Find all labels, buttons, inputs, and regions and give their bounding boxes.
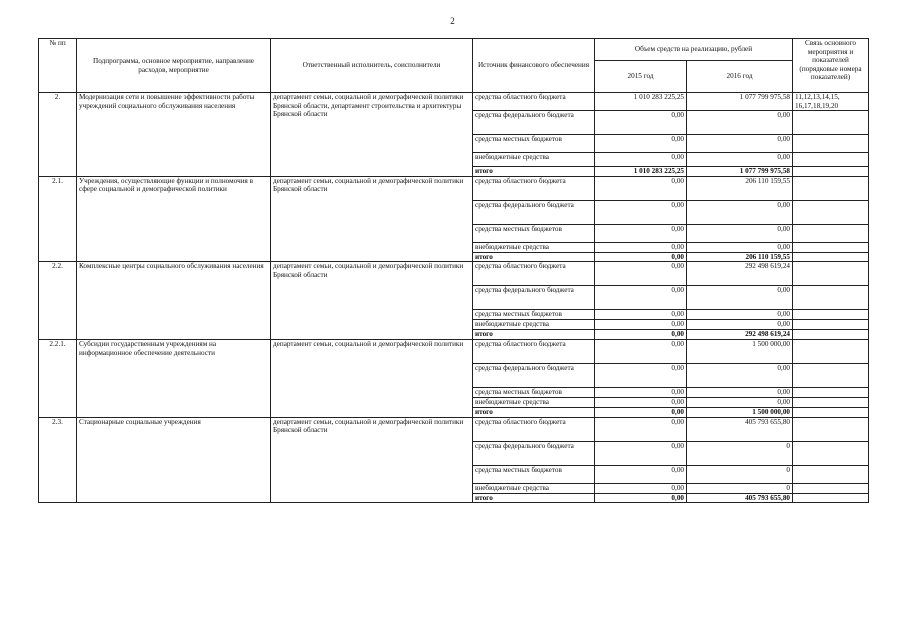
amount-2015: 0,00 <box>595 242 687 252</box>
amount-2015: 0,00 <box>595 330 687 340</box>
indicator-link <box>793 176 869 200</box>
amount-2016: 0,00 <box>687 387 793 397</box>
indicator-link <box>793 310 869 320</box>
indicator-link <box>793 465 869 483</box>
amount-2015: 0,00 <box>595 407 687 417</box>
header-num: № пп <box>39 39 77 93</box>
amount-2015: 0,00 <box>595 224 687 242</box>
header-link: Связь основного мероприятия и показателей (порядковые номера показателей) <box>793 39 869 93</box>
amount-2015: 0,00 <box>595 363 687 387</box>
amount-2016: 0,00 <box>687 320 793 330</box>
amount-2016: 292 498 619,24 <box>687 330 793 340</box>
amount-2015: 0,00 <box>595 262 687 286</box>
amount-2015: 0,00 <box>595 417 687 441</box>
amount-2016: 1 500 000,00 <box>687 407 793 417</box>
funding-source: средства федерального бюджета <box>473 286 595 310</box>
funding-source: средства федерального бюджета <box>473 441 595 465</box>
amount-2016: 206 110 159,55 <box>687 252 793 262</box>
funding-source: средства областного бюджета <box>473 93 595 111</box>
indicator-link <box>793 387 869 397</box>
table-body <box>39 93 869 503</box>
indicator-link <box>793 330 869 340</box>
amount-2015: 0,00 <box>595 252 687 262</box>
indicator-link <box>793 242 869 252</box>
amount-2015: 0,00 <box>595 286 687 310</box>
indicator-link <box>793 167 869 177</box>
funding-source: средства федерального бюджета <box>473 200 595 224</box>
total-label: итого <box>473 330 595 340</box>
total-label: итого <box>473 167 595 177</box>
funding-source: средства местных бюджетов <box>473 224 595 242</box>
header-program: Подпрограмма, основное мероприятие, направление расходов, мероприятие <box>77 39 271 93</box>
funding-source: внебюджетные средства <box>473 397 595 407</box>
amount-2015: 0,00 <box>595 176 687 200</box>
section-title: Субсидии государственным учреждениям на информационное обеспечение деятельности <box>77 339 271 417</box>
amount-2015: 0,00 <box>595 310 687 320</box>
amount-2015: 0,00 <box>595 441 687 465</box>
amount-2015: 0,00 <box>595 465 687 483</box>
budget-table <box>38 38 869 503</box>
indicator-link <box>793 320 869 330</box>
section-executor: департамент семьи, социальной и демографической политики Брянской области, департамент строительства и архитектуры Брянской области <box>271 93 473 177</box>
amount-2016: 0,00 <box>687 310 793 320</box>
total-label: итого <box>473 252 595 262</box>
amount-2016: 0,00 <box>687 397 793 407</box>
header-amount: Объем средств на реализацию, рублей <box>595 39 793 61</box>
amount-2015: 0,00 <box>595 111 687 135</box>
page-number: 2 <box>450 16 455 26</box>
funding-source: внебюджетные средства <box>473 320 595 330</box>
funding-source: средства федерального бюджета <box>473 111 595 135</box>
funding-source: внебюджетные средства <box>473 242 595 252</box>
section-title: Учреждения, осуществляющие функции и полномочия в сфере социальной и демографической политики <box>77 176 271 262</box>
amount-2015: 0,00 <box>595 320 687 330</box>
amount-2015: 1 010 283 225,25 <box>595 167 687 177</box>
indicator-link <box>793 483 869 493</box>
amount-2016: 0,00 <box>687 111 793 135</box>
amount-2015: 0,00 <box>595 397 687 407</box>
section-number: 2.2.1. <box>39 339 77 417</box>
table-row <box>39 417 869 441</box>
section-title: Комплексные центры социального обслуживания населения <box>77 262 271 340</box>
amount-2016: 0,00 <box>687 135 793 153</box>
indicator-link <box>793 111 869 135</box>
amount-2015: 0,00 <box>595 483 687 493</box>
table-row <box>39 262 869 286</box>
total-label: итого <box>473 493 595 503</box>
section-executor: департамент семьи, социальной и демографической политики Брянской области <box>271 176 473 262</box>
amount-2016: 0,00 <box>687 286 793 310</box>
section-number: 2.3. <box>39 417 77 503</box>
header-2015: 2015 год <box>595 61 687 93</box>
amount-2016: 405 793 655,80 <box>687 417 793 441</box>
section-title: Модернизация сети и повышение эффективности работы учреждений социального обслуживания населения <box>77 93 271 177</box>
amount-2015: 1 010 283 225,25 <box>595 93 687 111</box>
indicator-link <box>793 441 869 465</box>
funding-source: средства областного бюджета <box>473 417 595 441</box>
funding-source: средства областного бюджета <box>473 262 595 286</box>
funding-source: средства местных бюджетов <box>473 310 595 320</box>
amount-2015: 0,00 <box>595 339 687 363</box>
table-row <box>39 93 869 111</box>
amount-2016: 0,00 <box>687 200 793 224</box>
amount-2015: 0,00 <box>595 153 687 167</box>
amount-2016: 0,00 <box>687 224 793 242</box>
table-row <box>39 176 869 200</box>
header-source: Источник финансового обеспечения <box>473 39 595 93</box>
amount-2016: 1 077 799 975,58 <box>687 167 793 177</box>
indicator-link <box>793 286 869 310</box>
indicator-link <box>793 200 869 224</box>
indicator-link: 11,12,13,14,15, 16,17,18,19,20 <box>793 93 869 111</box>
section-executor: департамент семьи, социальной и демографической политики Брянской области <box>271 417 473 503</box>
amount-2015: 0,00 <box>595 135 687 153</box>
amount-2016: 292 498 619,24 <box>687 262 793 286</box>
amount-2016: 405 793 655,80 <box>687 493 793 503</box>
amount-2016: 0 <box>687 483 793 493</box>
funding-source: внебюджетные средства <box>473 153 595 167</box>
amount-2016: 1 500 000,00 <box>687 339 793 363</box>
funding-source: внебюджетные средства <box>473 483 595 493</box>
indicator-link <box>793 252 869 262</box>
amount-2016: 0 <box>687 441 793 465</box>
section-number: 2.2. <box>39 262 77 340</box>
indicator-link <box>793 493 869 503</box>
funding-source: средства областного бюджета <box>473 176 595 200</box>
funding-source: средства местных бюджетов <box>473 135 595 153</box>
indicator-link <box>793 135 869 153</box>
section-title: Стационарные социальные учреждения <box>77 417 271 503</box>
amount-2016: 0,00 <box>687 363 793 387</box>
amount-2015: 0,00 <box>595 493 687 503</box>
indicator-link <box>793 153 869 167</box>
section-number: 2.1. <box>39 176 77 262</box>
header-executor: Ответственный исполнитель, соисполнители <box>271 39 473 93</box>
amount-2015: 0,00 <box>595 387 687 397</box>
amount-2015: 0,00 <box>595 200 687 224</box>
indicator-link <box>793 224 869 242</box>
amount-2016: 0,00 <box>687 242 793 252</box>
amount-2016: 0,00 <box>687 153 793 167</box>
amount-2016: 0 <box>687 465 793 483</box>
section-executor: департамент семьи, социальной и демографической политики <box>271 339 473 417</box>
funding-source: средства областного бюджета <box>473 339 595 363</box>
amount-2016: 206 110 159,55 <box>687 176 793 200</box>
total-label: итого <box>473 407 595 417</box>
indicator-link <box>793 363 869 387</box>
table-row <box>39 339 869 363</box>
header-2016: 2016 год <box>687 61 793 93</box>
indicator-link <box>793 339 869 363</box>
funding-source: средства местных бюджетов <box>473 387 595 397</box>
section-executor: департамент семьи, социальной и демографической политики Брянской области <box>271 262 473 340</box>
amount-2016: 1 077 799 975,58 <box>687 93 793 111</box>
indicator-link <box>793 262 869 286</box>
table-header <box>39 39 869 93</box>
indicator-link <box>793 407 869 417</box>
indicator-link <box>793 397 869 407</box>
section-number: 2. <box>39 93 77 177</box>
indicator-link <box>793 417 869 441</box>
funding-source: средства федерального бюджета <box>473 363 595 387</box>
funding-source: средства местных бюджетов <box>473 465 595 483</box>
